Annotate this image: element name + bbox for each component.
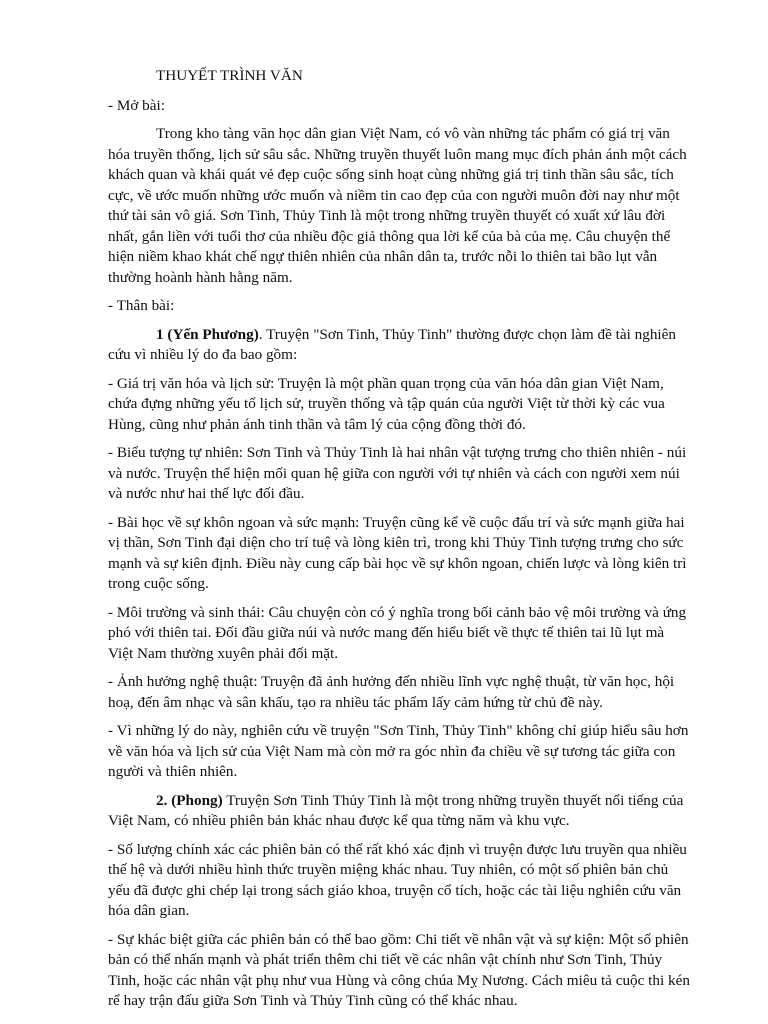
body-heading: - Thân bài: [108, 297, 175, 314]
part1-label: 1 (Yến Phương) [156, 325, 259, 343]
part2-item-differences: - Sự khác biệt giữa các phiên bản có thể bao gồm: Chi tiết về nhân vật và sự kiện: Một số phiên bản có thể nhấn mạnh và phát triển thêm chi tiết về các nhân vật chính như Sơn Tinh, Thủy Tinh, hoặc các nhân vật phụ như vua Hùng và công chúa Mỵ Nương. Cách miêu tả cuộc thi kén rể hay trận đấu giữa Sơn Tinh và Thủy Tinh cũng có thể khác nhau. [108, 930, 690, 1009]
part1-item-culture: - Giá trị văn hóa và lịch sử: Truyện là một phần quan trọng của văn hóa dân gian Việt Nam, chứa đựng những yếu tố lịch sử, truyền thống và tập quán của người Việt từ thời kỳ các vua Hùng, cũng như phản ánh tinh thần và tâm lý của cộng đồng thời đó. [108, 374, 665, 433]
part2-item-versions: - Số lượng chính xác các phiên bản có thể rất khó xác định vì truyện được lưu truyền qua nhiều thế hệ và dưới nhiều hình thức truyền miệng khác nhau. Tuy nhiên, có một số phiên bản chủ yếu đã được ghi chép lại trong sách giáo khoa, truyện cổ tích, hoặc các tài liệu nghiên cứu văn hóa dân gian. [108, 840, 687, 919]
part1-item-nature: - Biểu tượng tự nhiên: Sơn Tinh và Thủy Tinh là hai nhân vật tượng trưng cho thiên nhiên - núi và nước. Truyện thể hiện mối quan hệ giữa con người với tự nhiên và cách con người xem núi và nước như hai thế lực đối đầu. [108, 444, 687, 502]
part2-label: 2. (Phong) [156, 791, 223, 809]
document-page [108, 66, 692, 1020]
document-title: THUYẾT TRÌNH VĂN [156, 67, 303, 84]
part1-intro [108, 325, 692, 366]
part1-item-conclusion: - Vì những lý do này, nghiên cứu về truyện "Sơn Tinh, Thủy Tinh" không chỉ giúp hiểu sâu hơn về văn hóa và lịch sử của Việt Nam mà còn mở ra góc nhìn đa chiều về sự tương tác giữa con người và thiên nhiên. [108, 722, 689, 780]
part1-item-art: - Ảnh hưởng nghệ thuật: Truyện đã ảnh hưởng đến nhiều lĩnh vực nghệ thuật, từ văn học, hội hoạ, đến âm nhạc và sân khấu, tạo ra nhiều tác phẩm lấy cảm hứng từ chủ đề này. [108, 673, 675, 711]
part1-item-environment: - Môi trường và sinh thái: Câu chuyện còn có ý nghĩa trong bối cảnh bảo vệ môi trường và ứng phó với thiên tai. Đối đầu giữa núi và nước mang đến hiểu biết về thực tế thiên tai lũ lụt mà Việt Nam thường xuyên phải đối mặt. [108, 603, 687, 662]
part1-item-wisdom: - Bài học về sự khôn ngoan và sức mạnh: Truyện cũng kể về cuộc đấu trí và sức mạnh giữa hai vị thần, Sơn Tinh đại diện cho trí tuệ và lòng kiên trì, trong khi Thủy Tinh tượng trưng cho sức mạnh và sự kiên định. Điều này cung cấp bài học về sự khôn ngoan, chiến lược và lòng kiên trì trong cuộc sống. [108, 513, 687, 592]
part2-intro [108, 791, 692, 832]
intro-paragraph: Trong kho tàng văn học dân gian Việt Nam, có vô vàn những tác phẩm có giá trị văn hóa truyền thống, lịch sử sâu sắc. Những truyền thuyết luôn mang mục đích phản ánh một cách khách quan và khái quát vẻ đẹp cuộc sống sinh hoạt cùng những giá trị tinh thần sâu sắc, tích cực, về ước muốn những ước muốn và niềm tin cao đẹp của con người muôn đời nay như một thứ tài sản vô giá. Sơn Tinh, Thủy Tinh là một trong những truyền thuyết có xuất xứ lâu đời nhất, gắn liền với tuổi thơ của nhiều độc giả thông qua lời kể của bà của mẹ. Câu chuyện thể hiện niềm khao khát chế ngự thiên nhiên của nhân dân ta, trước nỗi lo thiên tai bão lụt vẫn thường hoành hành hằng năm. [108, 125, 687, 286]
intro-heading: - Mở bài: [108, 96, 165, 114]
part1-text: . Truyện "Sơn Tinh, Thủy Tinh" thường được chọn làm đề tài nghiên cứu vì nhiều lý do đa bao gồm: [108, 325, 676, 363]
part2-text: Truyện Sơn Tinh Thủy Tinh là một trong những truyền thuyết nổi tiếng của Việt Nam, có nhiều phiên bản khác nhau được kể qua từng năm và khu vực. [108, 791, 684, 829]
